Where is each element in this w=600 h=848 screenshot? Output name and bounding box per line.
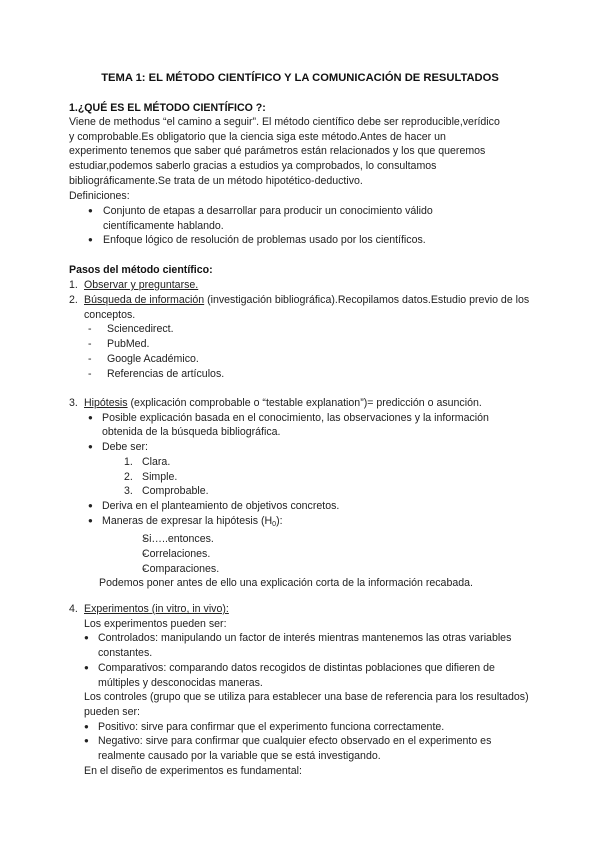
intro-line: experimento tenemos que saber qué parámetros están relacionados y los que queremos [69,145,486,158]
step-title: Hipótesis [84,397,128,409]
item-text: Simple. [142,470,178,483]
list-item: ● Debe ser: [88,440,531,455]
intro-line: Viene de methodus “el camino a seguir”. El método científico debe ser reproducible,verídico [69,116,500,128]
subscript: 0 [272,520,277,528]
list-item: - Google Académico. [69,352,531,367]
list-item [124,455,531,470]
list-item: - Comparaciones. [124,562,531,577]
list-item: ● Posible explicación basada en el conocimiento, las observaciones y la información obtenida de la búsqueda bibliográfica. [88,411,531,440]
experiments-intro: Los experimentos pueden ser: [84,617,227,630]
controls-intro: Los controles (grupo que se utiliza para establecer una base de referencia para los resultados) pueden ser: [84,691,529,718]
list-item: - Sciencedirect. [69,322,531,337]
list-item: ● Comparativos: comparando datos recogidos de distintas poblaciones que difieren de múltiples y desconocidas maneras. [84,661,531,690]
step-1 [69,278,531,293]
intro-line: y comprobable.Es obligatorio que la ciencia siga este método.Antes de hacer un [69,130,446,143]
step-3 [69,396,531,591]
list-item: ● Deriva en el planteamiento de objetivos concretos. [88,499,531,514]
design-text: En el diseño de experimentos es fundamental: [84,764,302,777]
list-item: ● Conjunto de etapas a desarrollar para producir un conocimiento válido científicamente hablando. [69,204,449,233]
intro-line: bibliográficamente.Se trata de un método hipotético-deductivo. [69,174,363,187]
list-item [124,484,531,499]
step-number: 4. [69,603,78,615]
list-item: - Si…..entonces. [124,532,531,547]
definitions-label: Definiciones: [69,189,130,202]
list-item: - Correlaciones. [124,547,531,562]
list-item [124,470,531,485]
step-description: (investigación bibliográfica).Recopilamos datos.Estudio previo de los conceptos. [84,294,530,321]
page-title: TEMA 1: EL MÉTODO CIENTÍFICO Y LA COMUNICACIÓN DE RESULTADOS [101,72,499,84]
list-item: - PubMed. [69,337,531,352]
item-text: Maneras de expresar la hipótesis (H [102,514,273,527]
list-item: - Referencias de artículos. [69,367,531,382]
step-title: Experimentos (in vitro, in vivo): [84,603,229,615]
must-list [88,455,531,499]
list-item: ● Enfoque lógico de resolución de problemas usado por los científicos. [69,233,449,248]
step-title: Observar y preguntarse. [84,279,199,291]
item-text: ): [276,514,283,527]
intro-line: estudiar,podemos saberlo gracias a estudios ya comprobados, lo consultamos [69,160,437,173]
steps-heading: Pasos del método científico: [69,264,213,276]
step-2 [69,293,531,381]
item-number: 3. [124,485,133,498]
item-number: 2. [124,470,133,483]
item-text: Clara. [142,455,171,468]
item-number: 1. [124,455,133,468]
list-item: ● Positivo: sirve para confirmar que el experimento funciona correctamente. [84,720,531,735]
list-item: ● Negativo: sirve para confirmar que cualquier efecto observado en el experimento es realmente causado por la variable que se está investigando. [84,734,531,763]
step-number: 2. [69,294,78,306]
note-text: Podemos poner antes de ello una explicación corta de la información recabada. [99,577,473,590]
list-item [88,514,531,533]
intro-paragraph [69,115,531,203]
list-item: ● Controlados: manipulando un factor de interés mientras mantenemos las otras variables constantes. [84,631,531,660]
step-4 [69,602,531,778]
step-description: (explicación comprobable o “testable explanation”)= predicción o asunción. [127,397,482,409]
section-heading: 1.¿QUÉ ES EL MÉTODO CIENTÍFICO ?: [69,102,266,114]
step-title: Búsqueda de información [84,294,205,306]
ways-list [88,532,531,576]
definitions-list [69,204,449,248]
step-number: 3. [69,397,78,409]
item-text: Comprobable. [142,485,209,498]
sources-list [69,322,531,381]
step-number: 1. [69,279,78,291]
